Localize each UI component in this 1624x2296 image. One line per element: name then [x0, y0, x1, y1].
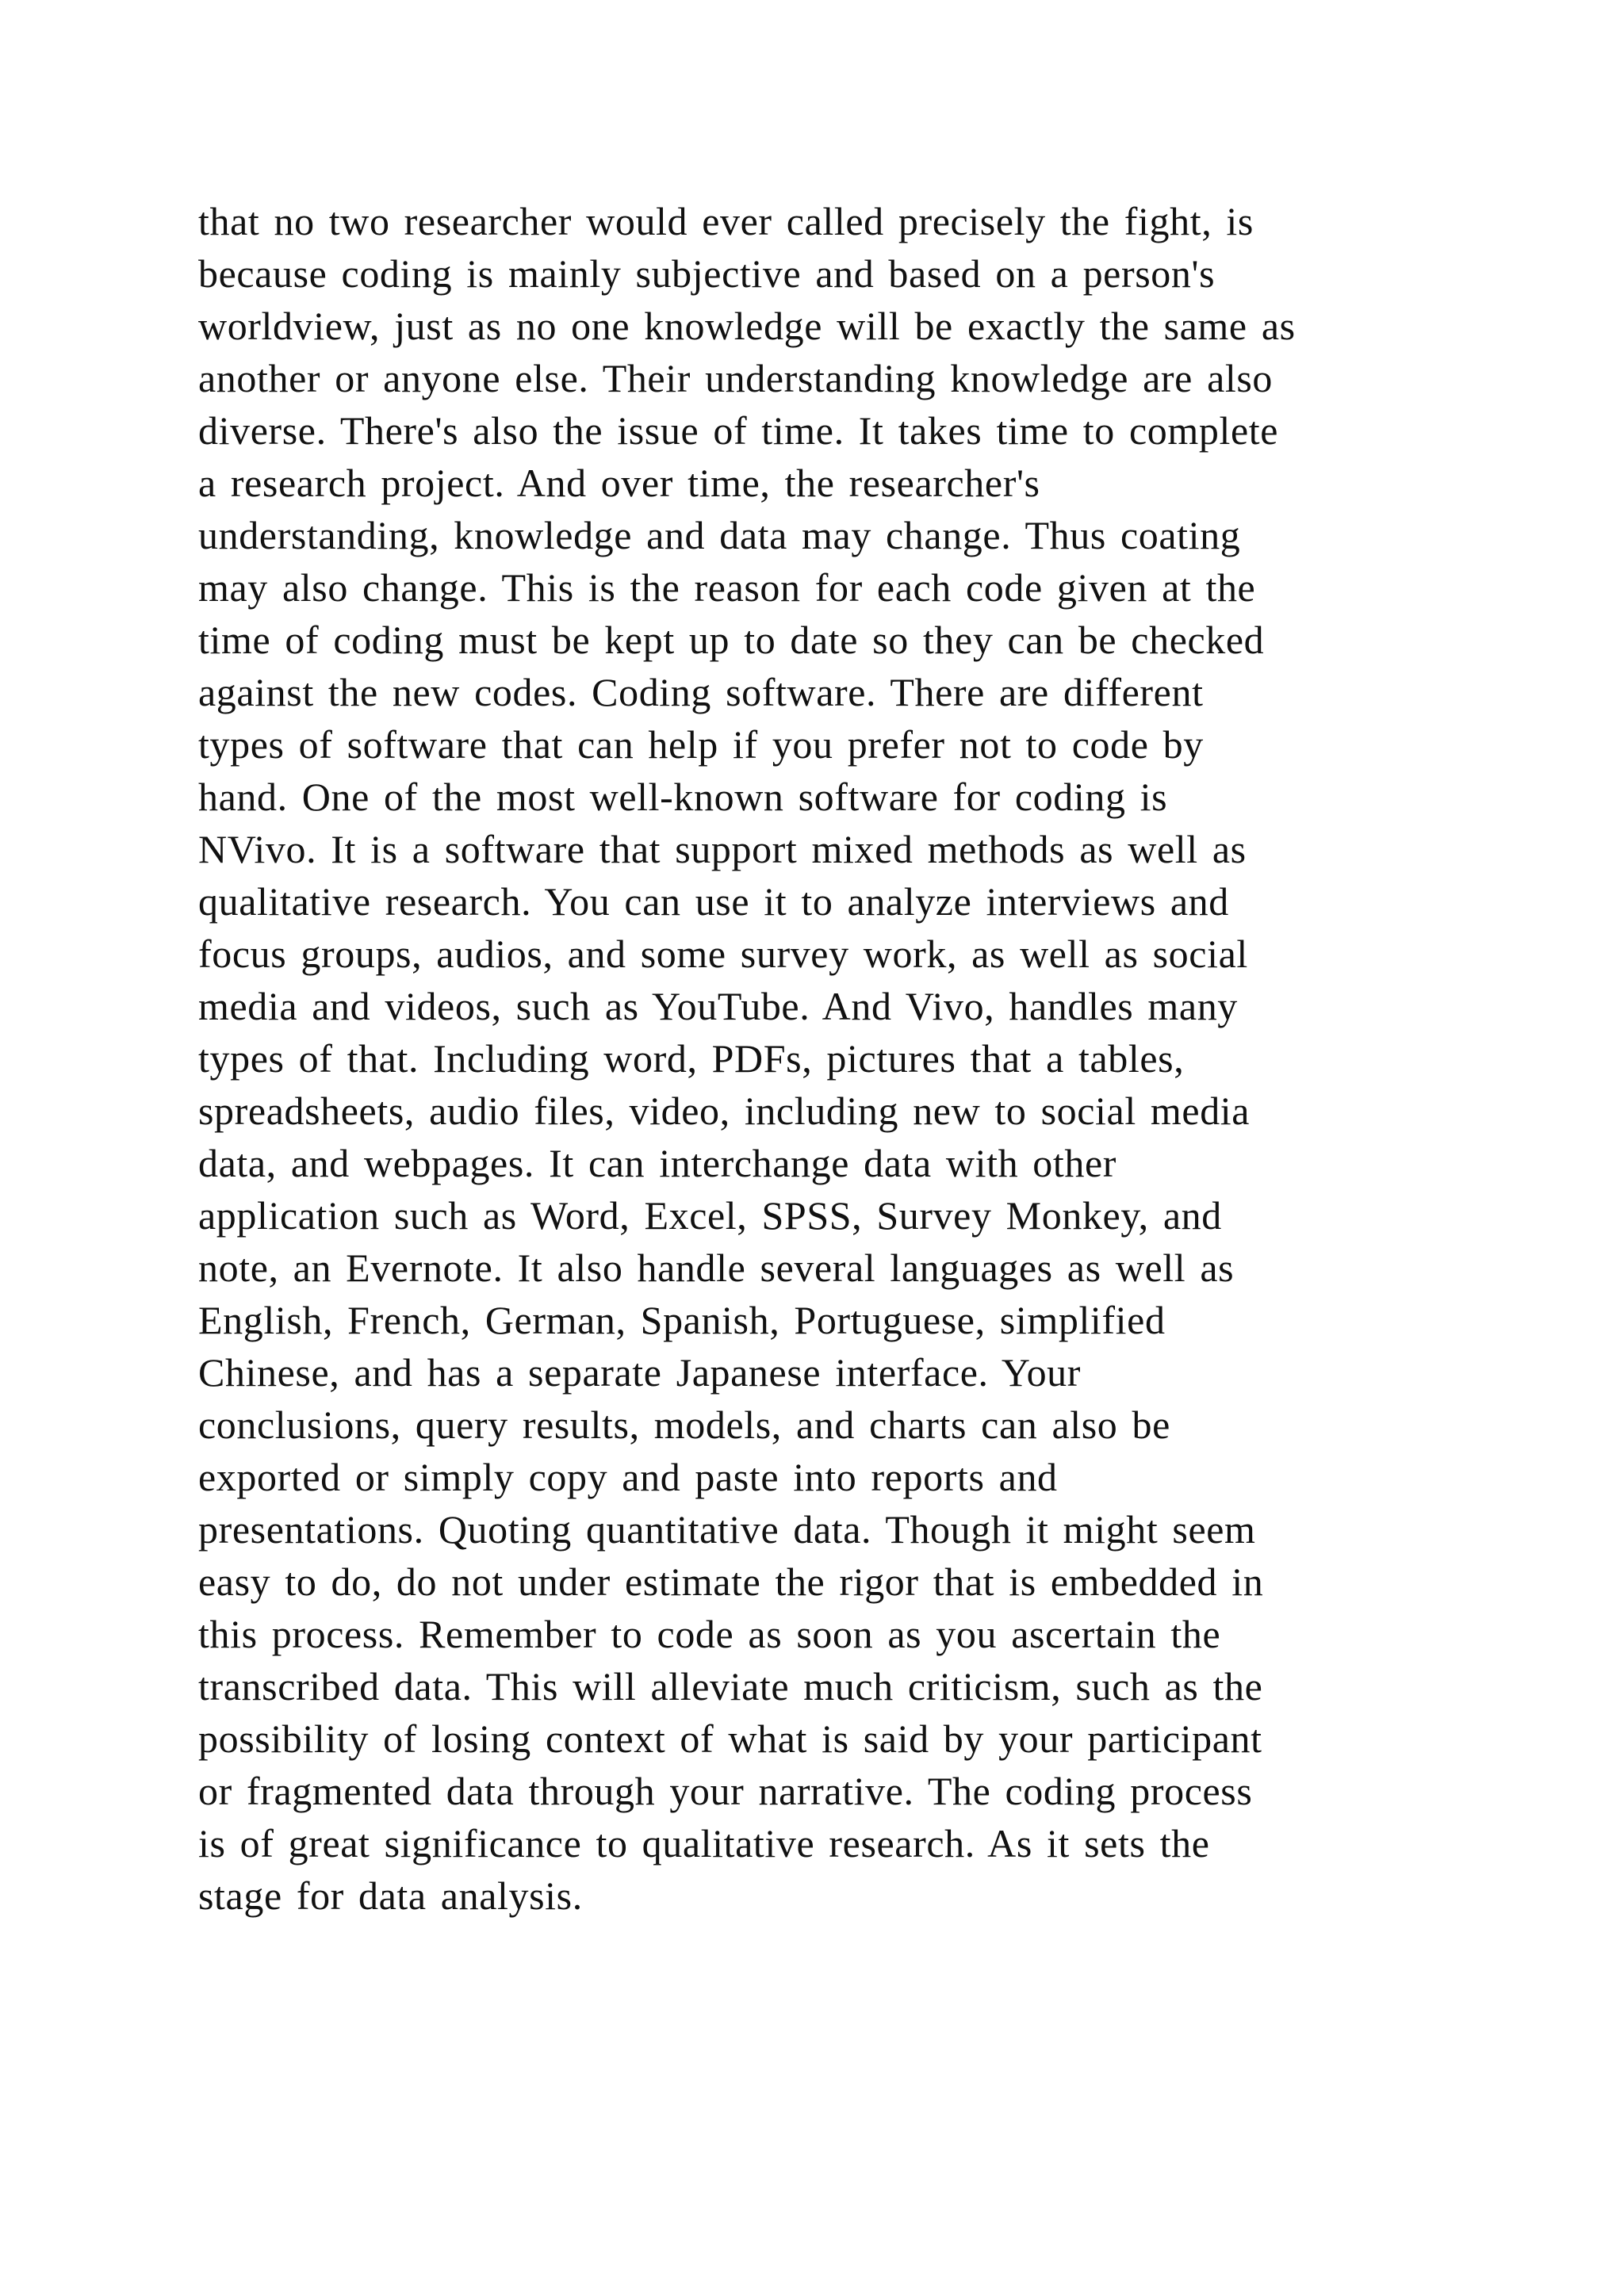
text-line-21: note, an Evernote. It also handle several languages as well as — [198, 1246, 1235, 1290]
text-line-25: exported or simply copy and paste into reports and — [198, 1455, 1058, 1499]
text-line-14: qualitative research. You can use it to analyze interviews and — [198, 879, 1229, 924]
text-line-32: is of great significance to qualitative research. As it sets the — [198, 1821, 1210, 1866]
text-line-22: English, French, German, Spanish, Portuguese, simplified — [198, 1298, 1166, 1342]
text-line-31: or fragmented data through your narrative. The coding process — [198, 1769, 1253, 1813]
text-line-8: may also change. This is the reason for each code given at the — [198, 565, 1256, 610]
text-line-13: NVivo. It is a software that support mixed methods as well as — [198, 827, 1247, 871]
text-line-9: time of coding must be kept up to date so they can be checked — [198, 618, 1265, 662]
text-line-23: Chinese, and has a separate Japanese interface. Your — [198, 1350, 1082, 1395]
text-line-26: presentations. Quoting quantitative data. Though it might seem — [198, 1507, 1256, 1552]
text-line-10: against the new codes. Coding software. There are different — [198, 670, 1204, 714]
text-line-3: worldview, just as no one knowledge will be exactly the same as — [198, 304, 1296, 348]
text-line-11: types of software that can help if you prefer not to code by — [198, 722, 1204, 767]
text-line-2: because coding is mainly subjective and based on a person's — [198, 251, 1216, 296]
text-line-24: conclusions, query results, models, and charts can also be — [198, 1402, 1170, 1447]
text-line-4: another or anyone else. Their understanding knowledge are also — [198, 356, 1274, 400]
text-line-7: understanding, knowledge and data may change. Thus coating — [198, 513, 1241, 557]
text-line-16: media and videos, such as YouTube. And Vivo, handles many — [198, 984, 1238, 1028]
text-line-19: data, and webpages. It can interchange data with other — [198, 1141, 1117, 1185]
text-line-30: possibility of losing context of what is said by your participant — [198, 1716, 1262, 1761]
body-text — [198, 195, 1507, 1922]
text-line-5: diverse. There's also the issue of time. It takes time to complete — [198, 408, 1279, 453]
text-line-17: types of that. Including word, PDFs, pictures that a tables, — [198, 1036, 1185, 1081]
text-line-20: application such as Word, Excel, SPSS, Survey Monkey, and — [198, 1193, 1222, 1238]
text-line-33: stage for data analysis. — [198, 1873, 583, 1918]
text-line-29: transcribed data. This will alleviate much criticism, such as the — [198, 1664, 1263, 1709]
text-line-18: spreadsheets, audio files, video, including new to social media — [198, 1089, 1251, 1133]
text-line-27: easy to do, do not under estimate the rigor that is embedded in — [198, 1559, 1264, 1604]
text-line-12: hand. One of the most well-known software for coding is — [198, 775, 1168, 819]
text-line-28: this process. Remember to code as soon as you ascertain the — [198, 1612, 1221, 1656]
text-line-6: a research project. And over time, the researcher's — [198, 461, 1040, 505]
text-line-1: that no two researcher would ever called precisely the fight, is — [198, 199, 1254, 243]
text-line-15: focus groups, audios, and some survey work, as well as social — [198, 932, 1248, 976]
